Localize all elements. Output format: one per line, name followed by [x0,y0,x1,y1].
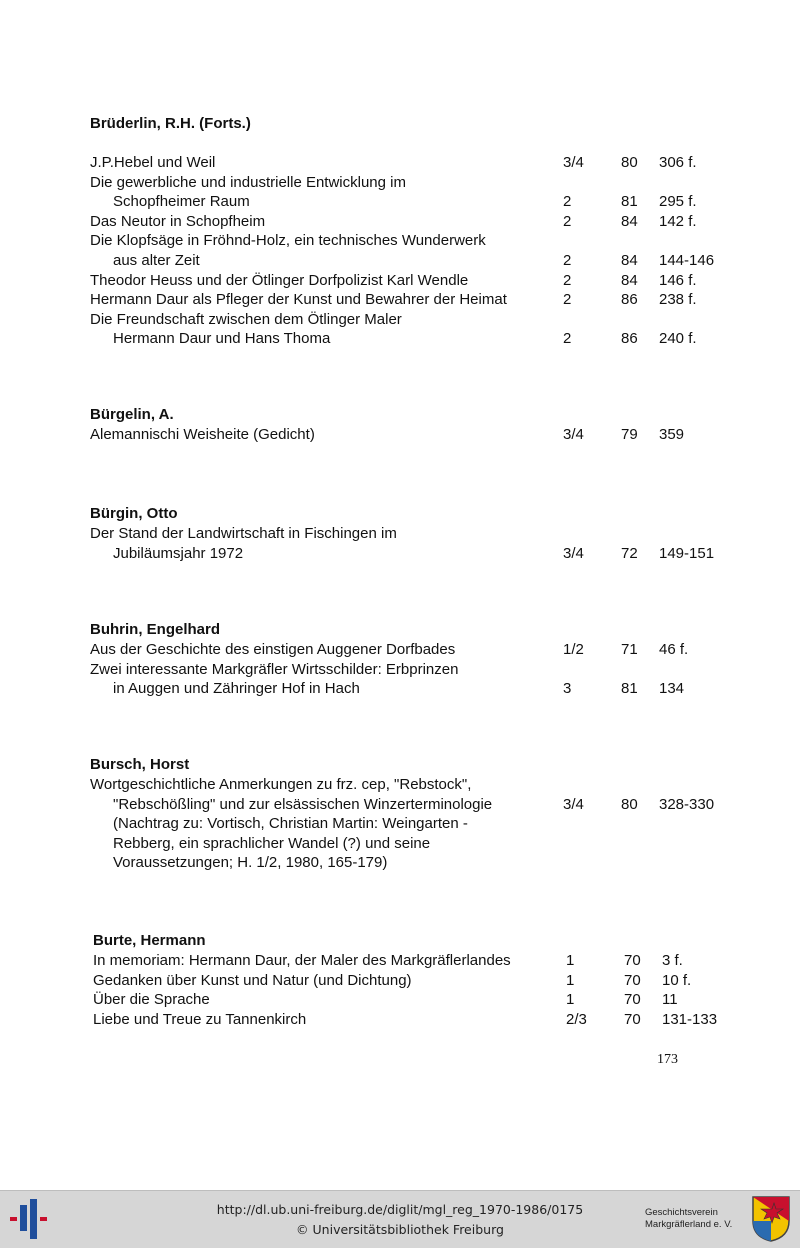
society-name-line: Geschichtsverein [645,1207,718,1218]
entry-pages: 131-133 [662,1010,718,1028]
entry-title: Der Stand der Landwirtschaft in Fischingen im [90,525,397,542]
note-line: (Nachtrag zu: Vortisch, Christian Martin: Weingarten - [113,815,468,833]
page-number: 173 [657,1052,678,1067]
entry-pages: 46 f. [659,641,689,658]
entry-heft: 1 [566,952,575,969]
author-name: Bürgin, Otto [90,505,178,522]
entry-title: Wortgeschichtliche Anmerkungen zu frz. cep, "Rebstock", [90,776,472,793]
entry-title: Die gewerbliche und industrielle Entwicklung im [90,173,406,191]
author-name: Bürgelin, A. [90,406,174,423]
entry-title-cont: "Rebschößling" und zur elsässischen Winzerterminologie [113,795,493,813]
entry-pages: 295 f. [659,193,697,211]
document-url-link[interactable]: http://dl.ub.uni-freiburg.de/diglit/mgl_reg_1970-1986/0175 [216,1202,584,1217]
entry-pages: 238 f. [659,291,697,309]
entry-title: Die Klopfsäge in Fröhnd-Holz, ein technisches Wunderwerk [90,232,486,250]
entry-pages: 134 [659,680,685,698]
entry-heft: 1 [566,991,575,1009]
list-item [90,660,770,699]
entry-year: 80 [621,154,638,171]
entry-title: Das Neutor in Schopfheim [90,212,266,230]
list-item [90,153,770,173]
author-section [90,405,770,445]
list-item [90,524,770,563]
entry-year: 72 [621,544,638,562]
entry-title: Aus der Geschichte des einstigen Auggener Dorfbades [90,641,456,658]
list-item [90,640,770,660]
entry-heft: 3/4 [563,426,584,443]
entry-heft: 2 [563,330,572,348]
entry-title-cont: Jubiläumsjahr 1972 [113,544,244,562]
entry-title: Gedanken über Kunst und Natur (und Dichtung) [93,971,412,989]
entry-title-cont: in Auggen und Zähringer Hof in Hach [113,680,360,698]
list-item [93,951,773,971]
list-item [90,173,770,212]
entry-year: 79 [621,426,638,443]
entry-heft: 3 [563,680,572,698]
entry-heft: 3/4 [563,795,584,813]
author-name: Brüderlin, R.H. (Forts.) [90,115,251,132]
entry-heft: 1/2 [563,641,584,658]
entry-heft: 2 [563,251,572,269]
author-name: Burte, Hermann [93,932,206,949]
list-item [90,775,770,814]
entry-year: 84 [621,251,638,269]
entry-title-cont: Schopfheimer Raum [113,193,250,211]
author-section [90,620,770,699]
entry-year: 70 [624,1010,641,1028]
entry-title: J.P.Hebel und Weil [90,154,216,171]
entry-pages: 240 f. [659,330,697,348]
entry-year: 84 [621,271,638,289]
entry-title-cont: Hermann Daur und Hans Thoma [113,330,331,348]
entry-title: Alemannischi Weisheite (Gedicht) [90,426,315,443]
entry-heft: 2 [563,193,572,211]
list-item [90,310,770,349]
author-name: Buhrin, Engelhard [90,621,221,638]
entry-pages: 146 f. [659,271,697,289]
entry-pages: 3 f. [662,952,683,969]
viewer-footer [0,1190,800,1248]
society-name-line: Markgräflerland e. V. [645,1219,733,1230]
author-section [90,755,770,873]
copyright-text: © Universitätsbibliothek Freiburg [296,1222,504,1237]
entry-pages: 11 [662,991,678,1009]
society-name [645,1207,732,1231]
entry-title-cont: aus alter Zeit [113,251,200,269]
entry-pages: 359 [659,426,685,443]
author-name: Bursch, Horst [90,756,190,773]
note-line: Rebberg, ein sprachlicher Wandel (?) und seine [113,834,431,852]
entry-year: 86 [621,291,638,309]
entry-note [90,814,770,873]
entry-year: 81 [621,193,638,211]
list-item [93,971,773,991]
entry-year: 86 [621,330,638,348]
entry-title: Hermann Daur als Pfleger der Kunst und Bewahrer der Heimat [90,291,507,309]
entry-heft: 2 [563,212,572,230]
list-item [90,290,770,310]
note-line: Voraussetzungen; H. 1/2, 1980, 165-179) [113,854,388,872]
entry-heft: 3/4 [563,544,584,562]
entry-year: 81 [621,680,638,698]
entry-heft: 3/4 [563,154,584,171]
entry-heft: 1 [566,971,575,989]
entry-year: 80 [621,795,638,813]
entry-pages: 306 f. [659,154,697,171]
entry-year: 70 [624,991,641,1009]
entry-pages: 149-151 [659,544,715,562]
entry-title: Theodor Heuss und der Ötlinger Dorfpolizist Karl Wendle [90,271,469,289]
entry-title: In memoriam: Hermann Daur, der Maler des Markgräflerlandes [93,952,511,969]
list-item [90,271,770,291]
entry-title: Liebe und Treue zu Tannenkirch [93,1010,307,1028]
list-item [90,212,770,232]
entry-pages: 10 f. [662,971,692,989]
list-item [93,1010,773,1030]
author-section [93,931,773,1029]
entry-pages: 142 f. [659,212,697,230]
list-item [90,425,770,445]
entry-pages: 328-330 [659,795,715,813]
entry-title: Zwei interessante Markgräfler Wirtsschilder: Erbprinzen [90,660,459,678]
coat-of-arms-icon [751,1195,791,1243]
entry-title: Über die Sprache [93,991,210,1009]
entry-year: 70 [624,971,641,989]
entry-year: 70 [624,952,641,969]
list-item [90,231,770,270]
entry-title: Die Freundschaft zwischen dem Ötlinger Maler [90,310,402,328]
list-item [93,990,773,1010]
entry-year: 84 [621,212,638,230]
entry-year: 71 [621,641,638,658]
author-section [90,114,770,349]
entry-pages: 144-146 [659,251,715,269]
entry-heft: 2/3 [566,1010,587,1028]
entry-heft: 2 [563,291,572,309]
author-section [90,504,770,563]
entry-heft: 2 [563,271,572,289]
